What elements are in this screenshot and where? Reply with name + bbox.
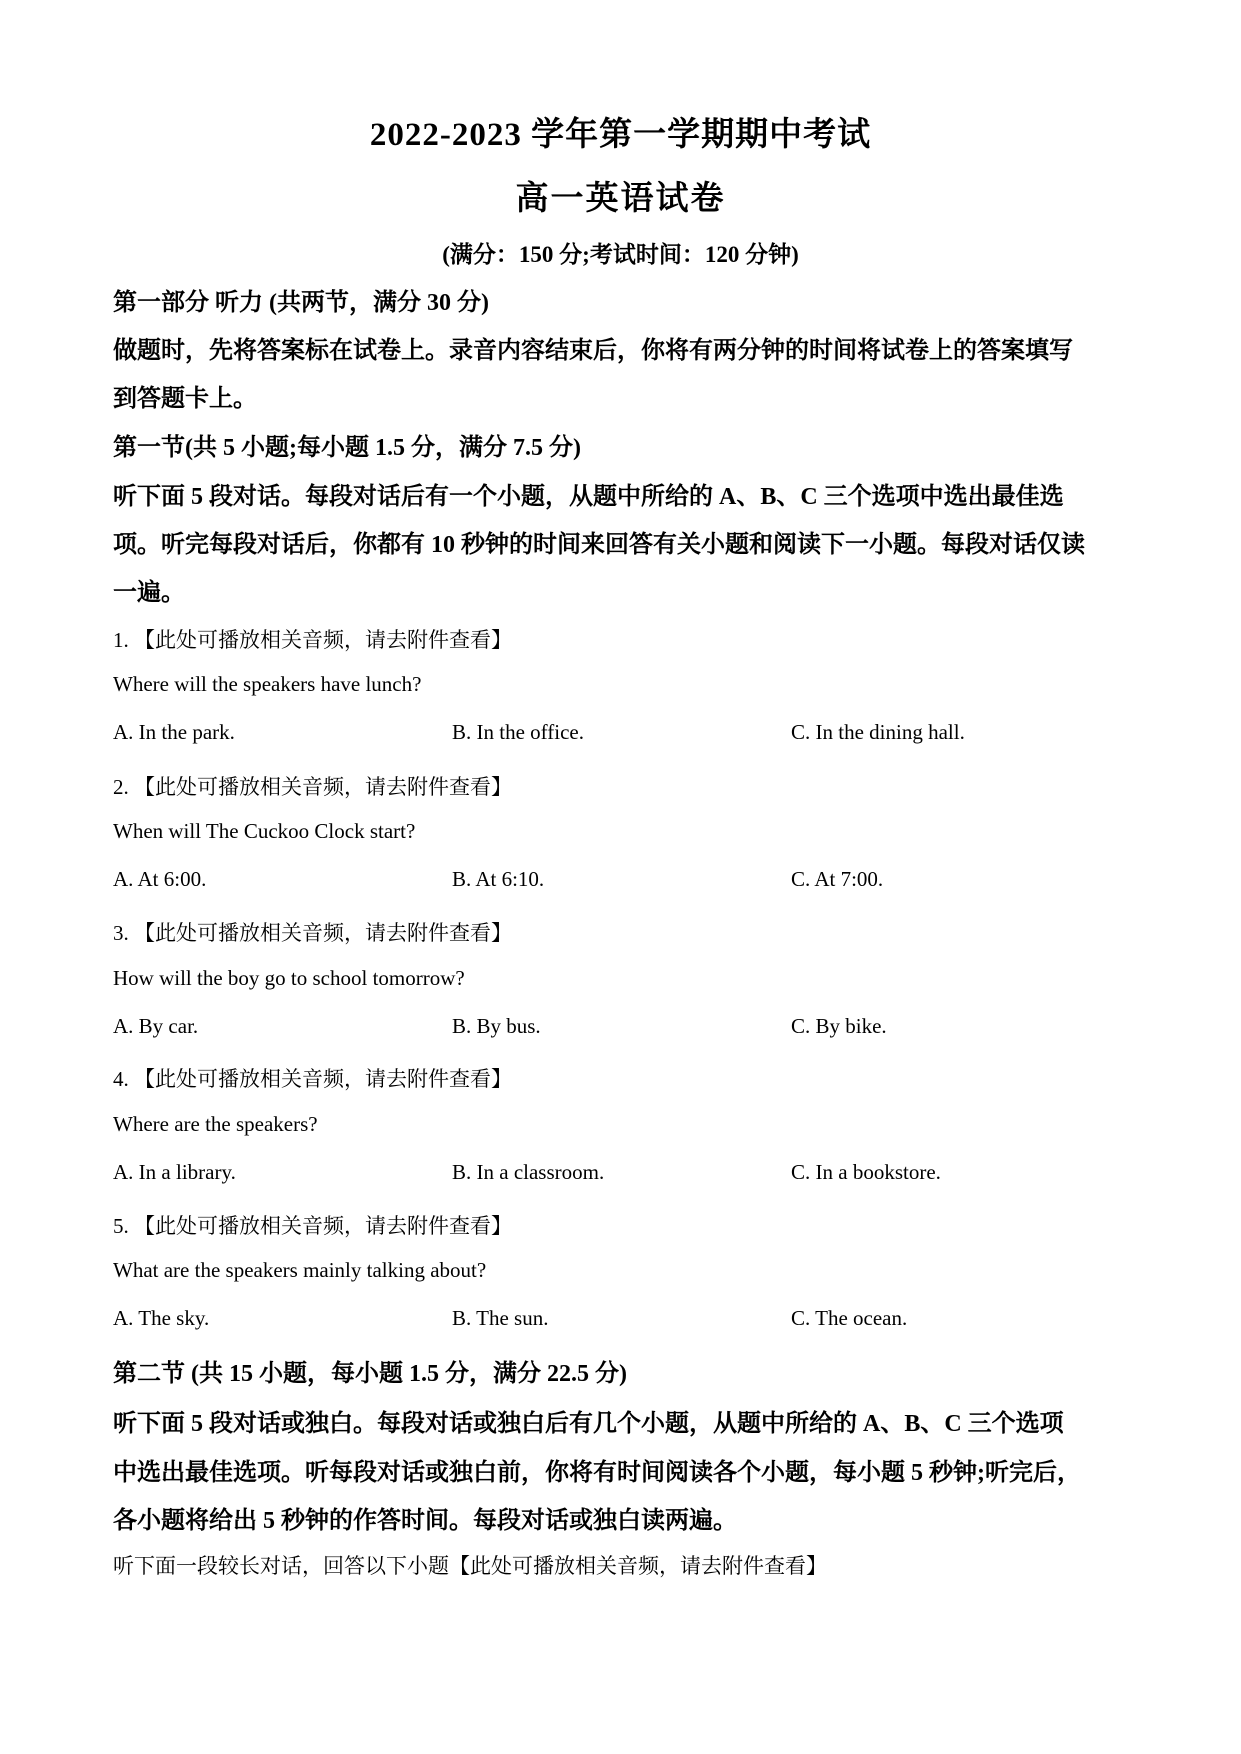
option-c: C. The ocean. bbox=[791, 1306, 908, 1330]
option-a: A. In the park. bbox=[113, 720, 235, 744]
part1-instruction-line: 做题时，先将答案标在试卷上。录音内容结束后，你将有两分钟的时间将试卷上的答案填写 bbox=[113, 338, 1073, 364]
question-1: Where will the speakers have lunch? bbox=[113, 672, 422, 696]
audio-placeholder-4[interactable]: 4. 【此处可播放相关音频，请去附件查看】 bbox=[113, 1067, 512, 1091]
section1-instruction-line: 听下面 5 段对话。每段对话后有一个小题，从题中所给的 A、B、C 三个选项中选出最佳选 bbox=[113, 484, 1064, 510]
section2-instruction-line: 各小题将给出 5 秒钟的作答时间。每段对话或独白读两遍。 bbox=[113, 1508, 737, 1534]
question-3: How will the boy go to school tomorrow? bbox=[113, 966, 465, 990]
option-a: A. By car. bbox=[113, 1014, 199, 1038]
option-c: C. At 7:00. bbox=[791, 867, 884, 891]
question-4: Where are the speakers? bbox=[113, 1112, 318, 1136]
exam-info: (满分：150 分;考试时间：120 分钟) bbox=[442, 242, 799, 267]
option-c: C. By bike. bbox=[791, 1014, 887, 1038]
audio-placeholder-5[interactable]: 5. 【此处可播放相关音频，请去附件查看】 bbox=[113, 1214, 512, 1238]
section2-heading: 第二节 (共 15 小题，每小题 1.5 分，满分 22.5 分) bbox=[113, 1361, 627, 1387]
audio-placeholder-2[interactable]: 2. 【此处可播放相关音频，请去附件查看】 bbox=[113, 775, 512, 799]
section1-instruction-line: 项。听完每段对话后，你都有 10 秒钟的时间来回答有关小题和阅读下一小题。每段对话仅读 bbox=[113, 532, 1085, 558]
option-b: B. At 6:10. bbox=[452, 867, 545, 891]
audio-placeholder-1[interactable]: 1. 【此处可播放相关音频，请去附件查看】 bbox=[113, 628, 512, 652]
option-c: C. In a bookstore. bbox=[791, 1160, 941, 1184]
exam-title: 2022-2023 学年第一学期期中考试 bbox=[369, 117, 872, 153]
section2-instruction-line: 中选出最佳选项。听每段对话或独白前，你将有时间阅读各个小题，每小题 5 秒钟;听完后， bbox=[113, 1460, 1081, 1486]
option-a: A. The sky. bbox=[113, 1306, 210, 1330]
part1-instruction-line: 到答题卡上。 bbox=[113, 386, 257, 412]
section1-instruction-line: 一遍。 bbox=[113, 580, 185, 606]
audio-placeholder-3[interactable]: 3. 【此处可播放相关音频，请去附件查看】 bbox=[113, 921, 512, 945]
exam-subtitle: 高一英语试卷 bbox=[515, 181, 726, 217]
option-b: B. By bus. bbox=[452, 1014, 541, 1038]
option-c: C. In the dining hall. bbox=[791, 720, 965, 744]
option-b: B. The sun. bbox=[452, 1306, 549, 1330]
section2-instruction-line: 听下面 5 段对话或独白。每段对话或独白后有几个小题，从题中所给的 A、B、C 三个选项 bbox=[113, 1411, 1064, 1437]
option-b: B. In a classroom. bbox=[452, 1160, 605, 1184]
section1-heading: 第一节(共 5 小题;每小题 1.5 分，满分 7.5 分) bbox=[113, 435, 581, 461]
question-5: What are the speakers mainly talking about? bbox=[113, 1258, 487, 1282]
question-2: When will The Cuckoo Clock start? bbox=[113, 819, 416, 843]
option-a: A. At 6:00. bbox=[113, 867, 207, 891]
audio-placeholder-long-dialogue[interactable]: 听下面一段较长对话，回答以下小题【此处可播放相关音频，请去附件查看】 bbox=[113, 1554, 827, 1578]
option-a: A. In a library. bbox=[113, 1160, 236, 1184]
option-b: B. In the office. bbox=[452, 720, 584, 744]
part1-heading: 第一部分 听力 (共两节，满分 30 分) bbox=[113, 290, 489, 316]
